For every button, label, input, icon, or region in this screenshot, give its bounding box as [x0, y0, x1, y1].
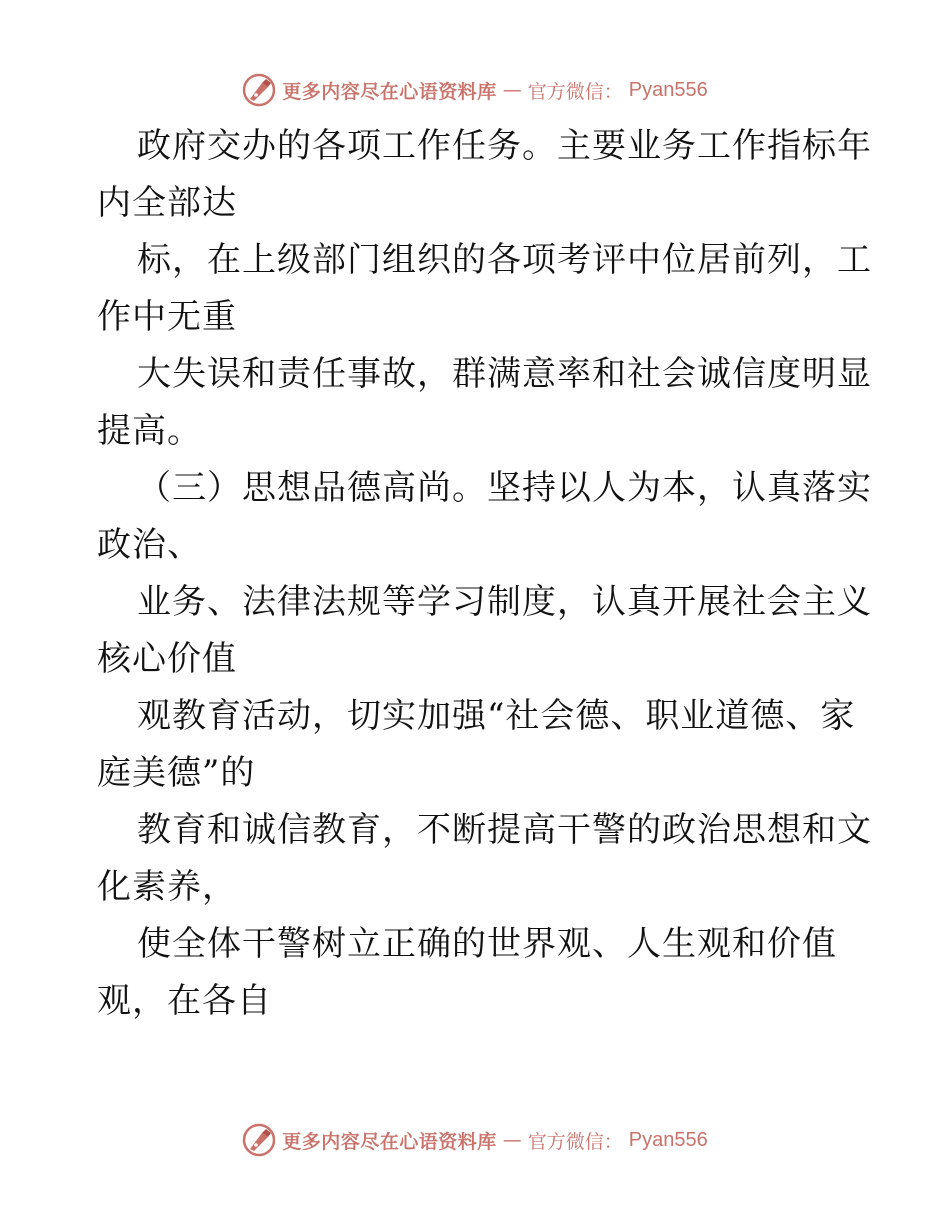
- document-body: [97, 118, 872, 1030]
- header-banner: [0, 70, 950, 110]
- body-line: 作中无重: [97, 297, 237, 337]
- header-site-text: 更多内容尽在心语资料库: [282, 80, 497, 103]
- body-line: 化素养，: [97, 867, 237, 907]
- header-wechat-label: 官方微信：: [527, 80, 623, 103]
- body-line: 大失误和责任事故，群满意率和社会诚信度明显: [137, 354, 872, 394]
- body-line: 内全部达: [97, 183, 237, 223]
- body-line: 观，在各自: [97, 981, 272, 1021]
- pen-nib-logo-icon: [242, 1123, 276, 1157]
- body-line: （三）思想品德高尚。坚持以人为本，认真落实: [137, 468, 872, 508]
- header-dash: —: [502, 79, 522, 101]
- header-wechat-account: Pyan556: [628, 78, 708, 101]
- body-line: 教育和诚信教育，不断提高干警的政治思想和文: [137, 810, 872, 850]
- body-line: 业务、法律法规等学习制度，认真开展社会主义: [137, 582, 872, 622]
- body-line: 提高。: [97, 411, 202, 451]
- footer-site-text: 更多内容尽在心语资料库: [282, 1130, 497, 1153]
- footer-banner: [0, 1120, 950, 1160]
- body-line: 使全体干警树立正确的世界观、人生观和价值: [137, 924, 837, 964]
- footer-wechat-label: 官方微信：: [527, 1130, 623, 1153]
- body-line: 观教育活动，切实加强“社会德、职业道德、家: [137, 696, 856, 736]
- body-line: 庭美德”的: [97, 753, 256, 793]
- body-line: 政治、: [97, 525, 202, 565]
- footer-wechat-account: Pyan556: [628, 1128, 708, 1151]
- body-line: 标，在上级部门组织的各项考评中位居前列，工: [137, 240, 872, 280]
- body-line: 政府交办的各项工作任务。主要业务工作指标年: [137, 126, 872, 166]
- pen-nib-logo-icon: [242, 73, 276, 107]
- footer-dash: —: [502, 1129, 522, 1151]
- body-line: 核心价值: [97, 639, 237, 679]
